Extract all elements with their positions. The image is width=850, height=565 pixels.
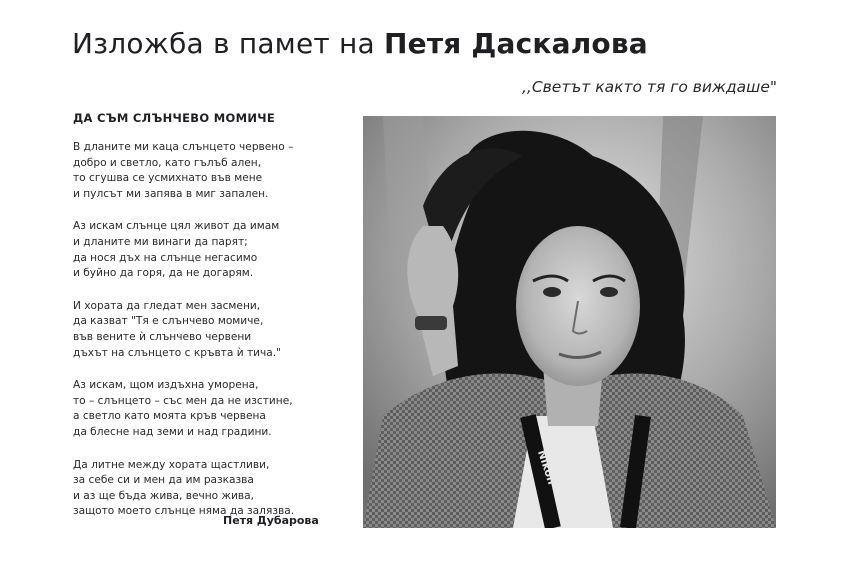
poem-line: Аз искам, щом издъхна уморена,: [73, 379, 259, 392]
poem-line: да казват "Тя е слънчево момиче,: [73, 315, 264, 328]
poem-line: дъхът на слънцето с кръвта ѝ тича.": [73, 346, 282, 359]
poem-line: за себе си и мен да им разказва: [73, 474, 254, 487]
poem-line: а светло като моята кръв червена: [73, 410, 266, 423]
poem-line: то – слънцето – със мен да не изстине,: [73, 394, 293, 407]
poem-line: добро и светло, като гълъб ален,: [73, 156, 262, 169]
poem-line: във вените ѝ слънчево червени: [73, 330, 252, 343]
stanza-2: [73, 219, 343, 281]
poem-line: и аз ще бъда жива, вечно жива,: [73, 489, 255, 502]
poem-line: и буйно да горя, да не догарям.: [73, 267, 254, 280]
poem-line: да нося дъх на слънце негасимо: [73, 251, 258, 264]
page-title: [72, 27, 648, 60]
poem-line: и дланите ми винаги да парят;: [73, 235, 248, 248]
poem-line: и пулсът ми запява в миг запален.: [73, 187, 269, 200]
poem-line: защото моето слънце няма да залязва.: [73, 505, 295, 518]
stanza-5: [73, 458, 343, 520]
poem: [73, 111, 343, 537]
stanza-3: [73, 299, 343, 361]
stanza-1: [73, 140, 343, 202]
poem-line: да блесне над земи и над градини.: [73, 425, 272, 438]
title-prefix: Изложба в памет на: [72, 27, 375, 60]
portrait-illustration: [363, 116, 776, 528]
poem-line: В дланите ми каца слънцето червено –: [73, 141, 294, 153]
poem-line: И хората да гледат мен засмени,: [73, 299, 261, 312]
poem-line: Да литне между хората щастливи,: [73, 458, 270, 471]
camera-strap-brand: Nikon: [535, 448, 559, 487]
poem-title: ДА СЪМ СЛЪНЧЕВО МОМИЧЕ: [73, 111, 275, 125]
poem-author: Петя Дубарова: [223, 514, 319, 527]
exhibition-subtitle: ,,Светът както тя го виждаше": [521, 78, 777, 96]
stanza-4: [73, 378, 343, 440]
portrait-photo: [363, 116, 776, 528]
poem-line: то сгушва се усмихнато във мене: [73, 172, 263, 185]
poem-line: Аз искам слънце цял живот да имам: [73, 220, 280, 233]
title-name: Петя Даскалова: [384, 27, 648, 60]
